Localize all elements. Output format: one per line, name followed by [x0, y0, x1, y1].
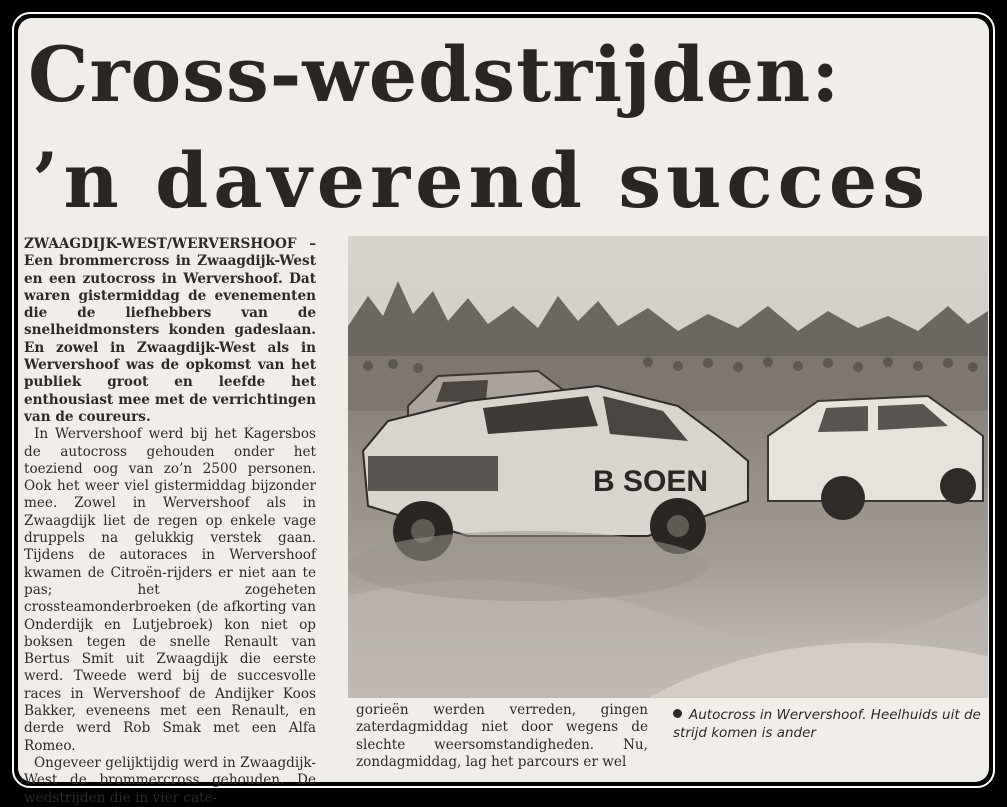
article-middle-column: [356, 702, 648, 771]
bullet-icon: [673, 709, 682, 718]
article-left-column: [24, 236, 316, 807]
article-continuation: gorieën werden verreden, gingen zaterdagmiddag niet door wegens de slechte weersomstandigheden. Nu, zondagmiddag, lag het parcours er wel: [356, 702, 648, 770]
article-lead: ZWAAGDIJK-WEST/WERVERSHOOF – Een brommercross in Zwaagdijk-West en een zutocross in Wervershoof. Dat waren gistermiddag de evenementen die de liefhebbers van de snelheidmonsters konden gadeslaan. En zowel in Zwaagdijk-West als in Wervershoof was de opkomst van het publiek groot en leefde het enthousiast mee met de verrichtingen van de coureurs.: [24, 236, 316, 425]
headline-line-1: Cross-wedstrijden:: [28, 30, 841, 119]
autocross-photo-illustration: [348, 236, 988, 698]
car-door-lettering: B SOEN: [593, 465, 709, 498]
photo-caption-text: Autocross in Wervershoof. Heelhuids uit de strijd komen is ander: [673, 707, 981, 741]
article-paragraph: Ongeveer gelijktijdig werd in Zwaagdijk-West de brommercross gehouden. De wedstrijden die in vier cate-: [24, 754, 316, 806]
article-paragraph: In Wervershoof werd bij het Kagersbos de autocross gehouden onder het toeziend oog van zo’n 2500 personen. Ook het weer viel gistermiddag bijzonder mee. Zowel in Wervershoof als in Zwaagdijk liet de regen op enkele vage druppels na gelukkig verstek gaan. Tijdens de autoraces in Wervershoof kwamen de Citroën-rijders er niet aan te pas; het zogeheten crossteamonderbroeken (de afkorting van Onderdijk en Lutjebroek) kon niet op boksen tegen de snelle Renault van Bertus Smit uit Zwaagdijk die eerste werd. Tweede werd bij de succesvolle races in Wervershoof de Andijker Koos Bakker, eveneens met een Renault, en derde werd Rob Smak met een Alfa Romeo.: [24, 426, 316, 754]
newspaper-clipping: [18, 18, 989, 806]
photo-caption: [673, 706, 993, 742]
autocross-photo: [348, 236, 988, 698]
headline-line-2: ’n daverend succes: [32, 136, 931, 225]
